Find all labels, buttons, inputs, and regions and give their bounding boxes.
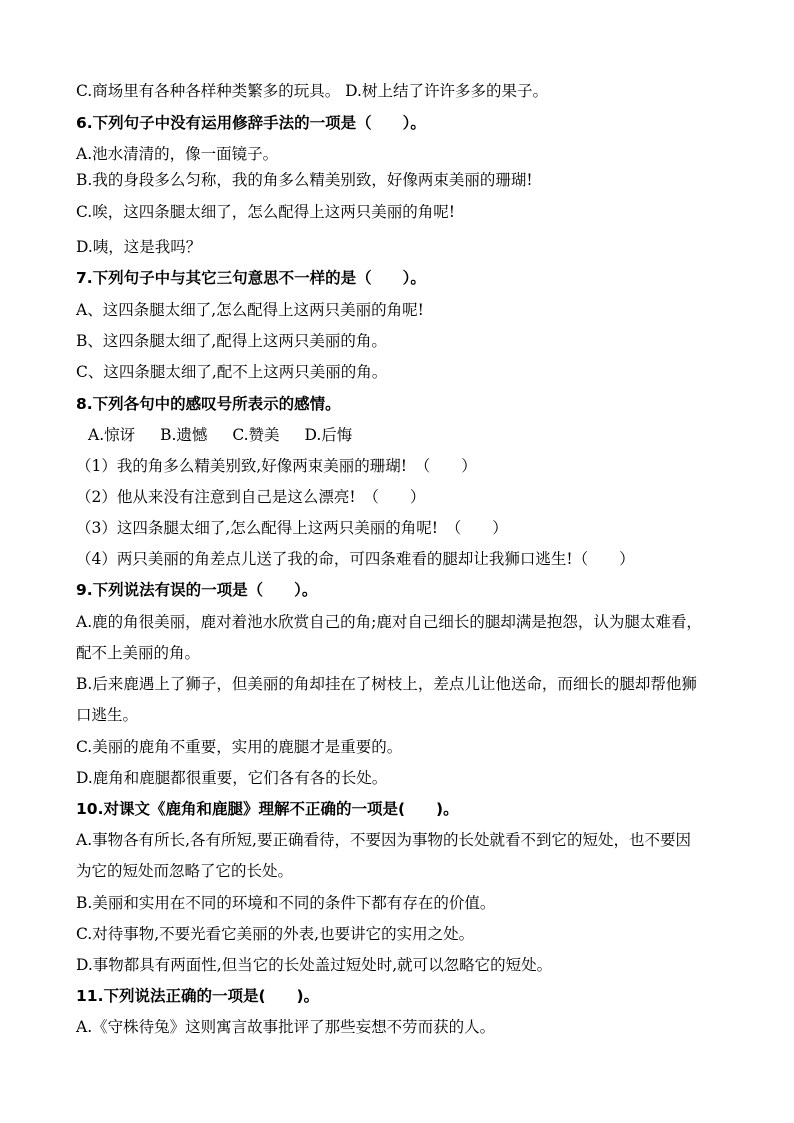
q8-sentence-1: （1）我的角多么精美别致,好像两束美丽的珊瑚! （ ） xyxy=(76,457,477,475)
q6-option-d: D.咦，这是我吗？ xyxy=(76,238,202,256)
q10-option-a-line1: A.事物各有所长,各有所短,要正确看待，不要因为事物的长处就看不到它的短处，也不要因 xyxy=(76,831,691,849)
q9-option-b-line1: B.后来鹿遇上了狮子，但美丽的角却挂在了树枝上，差点儿让他送命，而细长的腿却帮他狮 xyxy=(76,675,697,693)
q6-option-b: B.我的身段多么匀称，我的角多么精美别致，好像两束美丽的珊瑚! xyxy=(76,171,533,189)
q10-option-b: B.美丽和实用在不同的环境和不同的条件下都有存在的价值。 xyxy=(76,894,496,912)
question-6: 6.下列句子中没有运用修辞手法的一项是（ ）。 xyxy=(76,114,426,132)
q5-options-cd: C.商场里有各种各样种类繁多的玩具。 D.树上结了许许多多的果子。 xyxy=(76,82,548,100)
q7-option-b: B、这四条腿太细了,配得上这两只美丽的角。 xyxy=(76,332,387,350)
q9-option-a-line1: A.鹿的角很美丽，鹿对着池水欣赏自己的角;鹿对自己细长的腿却满是抱怨，认为腿太难看， xyxy=(76,613,702,631)
q9-option-a-line2: 配不上美丽的角。 xyxy=(76,644,201,662)
question-9: 9.下列说法有误的一项是（ ）。 xyxy=(76,581,318,599)
q6-option-a: A.池水清清的，像一面镜子。 xyxy=(76,145,279,163)
question-7: 7.下列句子中与其它三句意思不一样的是（ ）。 xyxy=(76,269,426,287)
q8-choice-d: D.后悔 xyxy=(304,426,353,444)
question-8: 8.下列各句中的感叹号所表示的感情。 xyxy=(76,395,341,413)
q6-option-c: C.唉，这四条腿太细了，怎么配得上这两只美丽的角呢! xyxy=(76,203,455,221)
q9-option-d: D.鹿角和鹿腿都很重要，它们各有各的长处。 xyxy=(76,769,388,787)
question-11: 11.下列说法正确的一项是( )。 xyxy=(76,987,320,1005)
q10-option-a-line2: 为它的短处而忽略了它的长处。 xyxy=(76,862,294,880)
q9-option-b-line2: 口逃生。 xyxy=(76,706,139,724)
q10-option-d: D.事物都具有两面性,但当它的长处盖过短处时,就可以忽略它的短处。 xyxy=(76,956,553,974)
q9-option-c: C.美丽的鹿角不重要，实用的鹿腿才是重要的。 xyxy=(76,738,403,756)
q10-option-c: C.对待事物,不要光看它美丽的外表,也要讲它的实用之处。 xyxy=(76,925,475,943)
q8-choice-a: A.惊讶 xyxy=(88,426,136,444)
q7-option-a: A、这四条腿太细了,怎么配得上这两只美丽的角呢! xyxy=(76,301,424,319)
q8-sentence-3: （3）这四条腿太细了,怎么配得上这两只美丽的角呢! （ ） xyxy=(76,519,508,537)
q8-choice-c: C.赞美 xyxy=(232,426,280,444)
q8-choice-b: B.遗憾 xyxy=(160,426,208,444)
question-10: 10.对课文《鹿角和鹿腿》理解不正确的一项是( )。 xyxy=(76,800,459,818)
q11-option-a: A.《守株待兔》这则寓言故事批评了那些妄想不劳而获的人。 xyxy=(76,1018,496,1036)
q8-sentence-2: （2）他从来没有注意到自己是这么漂亮! （ ） xyxy=(76,488,426,506)
q8-sentence-4: （4）两只美丽的角差点儿送了我的命，可四条难看的腿却让我狮口逃生!（ ） xyxy=(76,550,635,568)
q8-choice-row xyxy=(88,425,372,445)
q7-option-c: C、这四条腿太细了,配不上这两只美丽的角。 xyxy=(76,363,388,381)
